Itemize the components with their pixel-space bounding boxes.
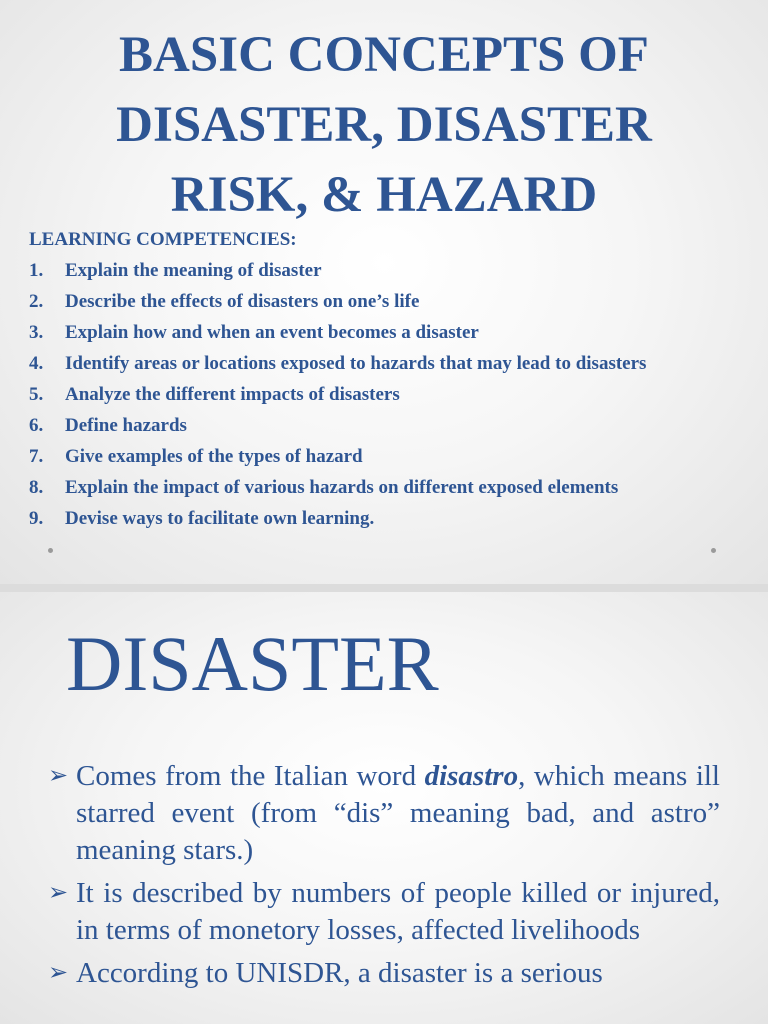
competencies-heading: LEARNING COMPETENCIES: bbox=[29, 229, 297, 250]
item-text: Devise ways to facilitate own learning. bbox=[65, 508, 375, 529]
item-text: Describe the effects of disasters on one’s life bbox=[65, 291, 420, 312]
arrow-bullet-icon: ➢ bbox=[48, 880, 69, 906]
item-text: Explain how and when an event becomes a disaster bbox=[65, 322, 479, 343]
competency-item bbox=[29, 413, 729, 439]
competency-item bbox=[29, 506, 729, 532]
competency-item bbox=[29, 320, 729, 346]
item-text: Analyze the different impacts of disasters bbox=[65, 384, 400, 405]
item-number: 5. bbox=[29, 384, 44, 405]
item-number: 1. bbox=[29, 260, 44, 281]
slide-title: DISASTER bbox=[66, 620, 439, 707]
decorative-dot-icon bbox=[711, 548, 716, 553]
competency-item bbox=[29, 289, 729, 315]
slide-disaster-definition bbox=[0, 592, 768, 1024]
item-number: 2. bbox=[29, 291, 44, 312]
slide-title bbox=[0, 20, 768, 230]
bullet-text: Comes from the Italian word bbox=[76, 760, 425, 792]
item-text: Explain the meaning of disaster bbox=[65, 260, 322, 281]
competency-item bbox=[29, 382, 729, 408]
definition-bullets bbox=[48, 758, 720, 998]
bullet-emphasis: disastro bbox=[424, 760, 519, 792]
competencies-list bbox=[29, 258, 729, 537]
title-line: BASIC CONCEPTS OF bbox=[119, 27, 649, 83]
title-line: RISK, & HAZARD bbox=[170, 167, 598, 223]
item-text: Explain the impact of various hazards on different exposed elements bbox=[65, 477, 619, 498]
competency-item bbox=[29, 444, 729, 470]
list-item bbox=[48, 875, 720, 949]
decorative-dot-icon bbox=[48, 548, 53, 553]
list-item bbox=[48, 955, 720, 992]
item-number: 7. bbox=[29, 446, 44, 467]
slide-divider bbox=[0, 584, 768, 592]
item-number: 8. bbox=[29, 477, 44, 498]
item-number: 4. bbox=[29, 353, 44, 374]
competency-item bbox=[29, 258, 729, 284]
item-text: Identify areas or locations exposed to hazards that may lead to disasters bbox=[65, 353, 647, 374]
competency-item bbox=[29, 475, 729, 501]
bullet-text: It is described by numbers of people killed or injured, in terms of monetory losses, affected livelihoods bbox=[76, 877, 720, 946]
item-number: 9. bbox=[29, 508, 44, 529]
item-text: Give examples of the types of hazard bbox=[65, 446, 363, 467]
bullet-text: According to UNISDR, a disaster is a serious bbox=[76, 957, 603, 989]
item-number: 6. bbox=[29, 415, 44, 436]
item-text: Define hazards bbox=[65, 415, 187, 436]
title-line: DISASTER, DISASTER bbox=[116, 97, 652, 153]
list-item bbox=[48, 758, 720, 869]
competency-item bbox=[29, 351, 729, 377]
arrow-bullet-icon: ➢ bbox=[48, 763, 69, 789]
item-number: 3. bbox=[29, 322, 44, 343]
bullet-text: , which means ill starred event (from “dis” meaning bad, and astro” meaning stars.) bbox=[76, 760, 720, 866]
arrow-bullet-icon: ➢ bbox=[48, 960, 69, 986]
